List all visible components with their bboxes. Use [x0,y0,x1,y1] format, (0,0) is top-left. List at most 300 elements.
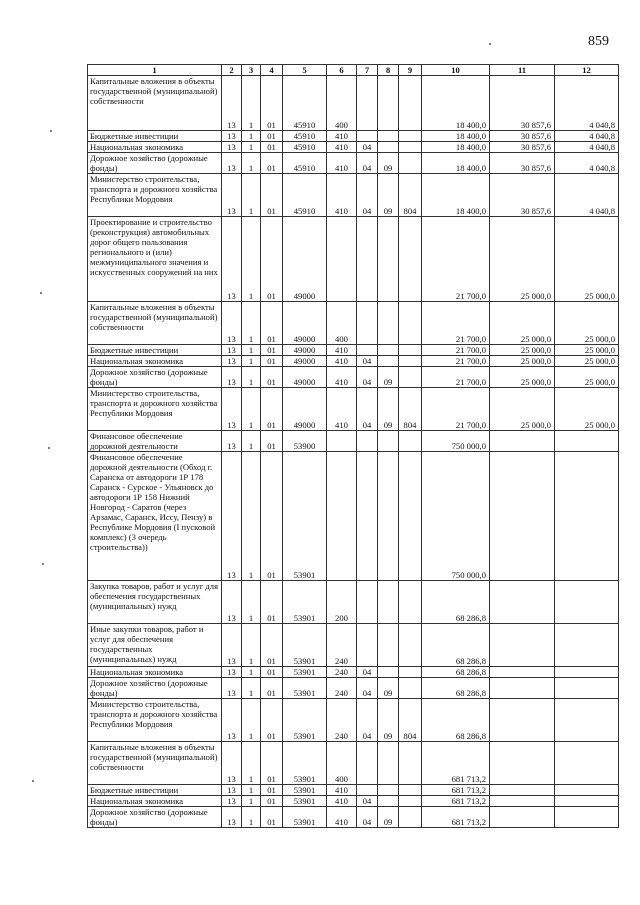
table-cell: 21 700,0 [422,367,490,388]
table-cell: 53901 [283,785,327,796]
table-cell: 13 [222,667,242,678]
table-cell: 1 [242,581,261,624]
table-row [88,76,619,131]
table-cell [399,217,422,302]
table-cell [555,678,619,699]
table-cell: 04 [357,678,378,699]
row-name-cell: Министерство строительства, транспорта и дорожного хозяйства Республики Мордовия [88,699,222,742]
table-cell: 53901 [283,699,327,742]
table-cell: 04 [357,699,378,742]
scan-speck [32,780,34,782]
table-cell: 53901 [283,667,327,678]
table-cell: 13 [222,131,242,142]
table-cell: 18 400,0 [422,76,490,131]
table-cell: 04 [357,174,378,217]
table-cell: 13 [222,785,242,796]
table-cell: 750 000,0 [422,431,490,452]
row-name-cell: Иные закупки товаров, работ и услуг для обеспечения государственных (муниципальных) нужд [88,624,222,667]
table-cell: 45910 [283,153,327,174]
table-row [88,699,619,742]
table-cell: 04 [357,153,378,174]
table-cell: 53901 [283,796,327,807]
table-cell: 4 040,8 [555,76,619,131]
table-row [88,431,619,452]
table-cell [555,452,619,581]
table-cell: 13 [222,345,242,356]
table-cell: 13 [222,356,242,367]
row-name-cell: Дорожное хозяйство (дорожные фонды) [88,807,222,828]
table-cell: 68 286,8 [422,678,490,699]
table-cell [357,624,378,667]
table-cell [555,624,619,667]
table-row [88,345,619,356]
table-row [88,678,619,699]
page-number: 859 [588,34,609,49]
table-cell: 400 [327,742,357,785]
table-cell: 1 [242,388,261,431]
table-cell [399,131,422,142]
row-name-cell: Капитальные вложения в объекты государственной (муниципальной) собственности [88,302,222,345]
table-cell: 49000 [283,217,327,302]
table-cell: 30 857,6 [490,142,555,153]
table-cell: 13 [222,174,242,217]
row-name-cell: Национальная экономика [88,356,222,367]
table-cell [378,785,399,796]
table-cell: 49000 [283,345,327,356]
table-cell: 1 [242,667,261,678]
table-cell [327,431,357,452]
table-cell [490,667,555,678]
table-row [88,452,619,581]
table-cell: 25 000,0 [490,356,555,367]
table-cell [378,581,399,624]
table-cell: 09 [378,807,399,828]
table-cell: 45910 [283,131,327,142]
table-cell [490,581,555,624]
table-cell: 01 [261,624,283,667]
table-cell: 25 000,0 [490,388,555,431]
table-cell [490,699,555,742]
table-cell: 4 040,8 [555,153,619,174]
table-cell: 01 [261,345,283,356]
row-name-cell: Бюджетные инвестиции [88,785,222,796]
budget-table [87,64,619,828]
table-cell: 25 000,0 [555,345,619,356]
column-header: 9 [399,65,422,76]
table-cell: 410 [327,367,357,388]
table-cell [357,302,378,345]
table-cell [555,742,619,785]
table-cell: 04 [357,142,378,153]
table-cell [490,785,555,796]
column-header: 4 [261,65,283,76]
table-cell: 13 [222,153,242,174]
table-cell: 410 [327,345,357,356]
table-cell: 04 [357,356,378,367]
table-cell [399,431,422,452]
table-cell: 01 [261,174,283,217]
table-cell [399,76,422,131]
table-cell: 1 [242,217,261,302]
table-cell: 01 [261,431,283,452]
table-cell: 1 [242,678,261,699]
table-cell: 13 [222,367,242,388]
table-row [88,142,619,153]
table-cell: 1 [242,699,261,742]
table-cell [357,431,378,452]
table-cell [399,678,422,699]
table-cell: 750 000,0 [422,452,490,581]
table-header-row [88,65,619,76]
table-cell [357,131,378,142]
table-cell [399,624,422,667]
table-row [88,796,619,807]
table-cell: 1 [242,785,261,796]
table-cell: 21 700,0 [422,302,490,345]
table-row [88,581,619,624]
column-header: 8 [378,65,399,76]
table-cell: 18 400,0 [422,142,490,153]
table-cell [490,624,555,667]
table-cell [378,302,399,345]
table-cell [378,667,399,678]
table-cell [378,742,399,785]
table-cell: 01 [261,667,283,678]
table-cell: 410 [327,142,357,153]
table-cell: 09 [378,174,399,217]
table-cell [399,742,422,785]
table-cell: 410 [327,153,357,174]
table-cell: 13 [222,624,242,667]
row-name-cell: Министерство строительства, транспорта и дорожного хозяйства Республики Мордовия [88,174,222,217]
table-cell [399,356,422,367]
row-name-cell: Финансовое обеспечение дорожной деятельности (Обход г. Саранска от автодороги 1Р 178 Саранск - Сурское - Ульяновск до автодороги 1Р 158 Нижний Новгород - Саратов (через Арзамас, Саранск, Иссу, Пензу) в Республике Мордовия (I пусковой комплекс) (3 очередь строительства)) [88,452,222,581]
table-cell: 1 [242,142,261,153]
table-cell: 410 [327,388,357,431]
table-cell: 04 [357,388,378,431]
table-cell [399,153,422,174]
table-cell: 01 [261,807,283,828]
table-cell [490,807,555,828]
row-name-cell: Дорожное хозяйство (дорожные фонды) [88,367,222,388]
table-cell: 25 000,0 [555,367,619,388]
table-cell: 09 [378,699,399,742]
table-cell [399,796,422,807]
table-cell: 01 [261,217,283,302]
table-cell: 04 [357,796,378,807]
table-cell: 1 [242,131,261,142]
table-cell: 01 [261,699,283,742]
table-row [88,667,619,678]
table-cell [357,345,378,356]
table-cell: 1 [242,796,261,807]
table-cell: 04 [357,807,378,828]
table-cell: 25 000,0 [490,345,555,356]
table-cell: 04 [357,367,378,388]
table-cell: 1 [242,452,261,581]
table-cell [399,807,422,828]
scan-speck [42,563,44,565]
table-cell: 13 [222,302,242,345]
table-cell: 01 [261,142,283,153]
table-cell: 01 [261,452,283,581]
table-row [88,742,619,785]
table-cell: 01 [261,131,283,142]
table-cell [378,796,399,807]
table-cell: 68 286,8 [422,699,490,742]
table-cell [357,581,378,624]
row-name-cell: Капитальные вложения в объекты государственной (муниципальной) собственности [88,76,222,131]
table-cell [378,217,399,302]
table-cell: 13 [222,217,242,302]
table-cell: 09 [378,367,399,388]
column-header: 5 [283,65,327,76]
table-cell: 681 713,2 [422,742,490,785]
table-row [88,302,619,345]
table-cell: 240 [327,678,357,699]
table-cell: 4 040,8 [555,142,619,153]
table-cell: 410 [327,356,357,367]
row-name-cell: Дорожное хозяйство (дорожные фонды) [88,678,222,699]
table-cell: 49000 [283,388,327,431]
table-cell: 240 [327,667,357,678]
table-cell: 21 700,0 [422,217,490,302]
table-cell [378,624,399,667]
table-row [88,785,619,796]
table-cell: 681 713,2 [422,796,490,807]
table-cell: 13 [222,142,242,153]
table-cell: 01 [261,356,283,367]
table-cell [555,796,619,807]
table-cell [399,785,422,796]
table-cell: 53901 [283,678,327,699]
table-cell [555,581,619,624]
row-name-cell: Бюджетные инвестиции [88,345,222,356]
table-cell: 01 [261,367,283,388]
table-cell [378,356,399,367]
row-name-cell: Национальная экономика [88,667,222,678]
table-row [88,807,619,828]
table-cell: 13 [222,742,242,785]
table-cell [555,785,619,796]
column-header: 3 [242,65,261,76]
table-cell: 1 [242,345,261,356]
table-cell [555,431,619,452]
table-cell: 804 [399,699,422,742]
table-cell: 30 857,6 [490,131,555,142]
table-cell: 30 857,6 [490,153,555,174]
table-cell: 21 700,0 [422,345,490,356]
table-cell: 200 [327,581,357,624]
table-cell: 53900 [283,431,327,452]
table-cell [357,742,378,785]
table-cell: 53901 [283,581,327,624]
table-cell [327,217,357,302]
table-row [88,624,619,667]
table-cell [378,131,399,142]
column-header: 7 [357,65,378,76]
table-cell [399,142,422,153]
table-cell [490,678,555,699]
table-cell: 25 000,0 [555,217,619,302]
table-cell: 45910 [283,76,327,131]
table-cell: 1 [242,431,261,452]
table-cell: 400 [327,76,357,131]
table-cell: 410 [327,785,357,796]
table-cell: 21 700,0 [422,388,490,431]
column-header: 2 [222,65,242,76]
column-header: 1 [88,65,222,76]
table-cell [555,699,619,742]
table-cell: 21 700,0 [422,356,490,367]
table-row [88,217,619,302]
table-cell: 01 [261,153,283,174]
table-row [88,388,619,431]
table-cell: 1 [242,742,261,785]
table-row [88,174,619,217]
table-cell: 1 [242,76,261,131]
table-cell [490,742,555,785]
table-cell: 01 [261,76,283,131]
table-cell [378,142,399,153]
table-cell: 25 000,0 [490,217,555,302]
table-cell: 09 [378,153,399,174]
table-cell: 01 [261,785,283,796]
table-cell [378,345,399,356]
table-cell: 25 000,0 [490,302,555,345]
table-row [88,153,619,174]
column-header: 10 [422,65,490,76]
table-cell: 1 [242,624,261,667]
column-header: 12 [555,65,619,76]
table-cell [555,667,619,678]
table-cell: 01 [261,302,283,345]
table-cell: 804 [399,388,422,431]
table-cell [490,796,555,807]
table-cell: 18 400,0 [422,153,490,174]
table-row [88,131,619,142]
table-row [88,356,619,367]
scan-speck [50,130,52,132]
table-cell: 53901 [283,624,327,667]
table-cell: 68 286,8 [422,581,490,624]
table-body [88,76,619,828]
table-cell [555,807,619,828]
table-cell [378,431,399,452]
table-cell: 68 286,8 [422,624,490,667]
row-name-cell: Финансовое обеспечение дорожной деятельности [88,431,222,452]
table-cell: 30 857,6 [490,174,555,217]
table-cell [357,452,378,581]
table-cell [327,452,357,581]
table-cell: 681 713,2 [422,807,490,828]
table-cell: 240 [327,699,357,742]
column-header: 11 [490,65,555,76]
row-name-cell: Закупка товаров, работ и услуг для обеспечения государственных (муниципальных) нужд [88,581,222,624]
table-cell: 410 [327,807,357,828]
table-cell [399,667,422,678]
table-row [88,367,619,388]
table-cell: 13 [222,452,242,581]
table-cell [357,785,378,796]
table-cell: 13 [222,807,242,828]
table-cell: 45910 [283,174,327,217]
table-cell: 410 [327,174,357,217]
table-cell [378,76,399,131]
table-cell [357,217,378,302]
table-cell: 09 [378,388,399,431]
table-cell: 13 [222,76,242,131]
table-cell: 240 [327,624,357,667]
row-name-cell: Дорожное хозяйство (дорожные фонды) [88,153,222,174]
table-cell [490,452,555,581]
table-cell [399,345,422,356]
table-cell: 49000 [283,356,327,367]
table-cell: 68 286,8 [422,667,490,678]
table-cell: 01 [261,742,283,785]
table-cell [399,367,422,388]
table-cell [490,431,555,452]
table-cell: 53901 [283,742,327,785]
table-cell: 49000 [283,367,327,388]
table-cell: 01 [261,388,283,431]
scan-speck [48,447,50,449]
table-cell: 804 [399,174,422,217]
table-cell: 09 [378,678,399,699]
table-cell: 25 000,0 [555,302,619,345]
table-cell [399,581,422,624]
table-cell: 13 [222,431,242,452]
table-cell [399,452,422,581]
row-name-cell: Национальная экономика [88,142,222,153]
table-cell: 1 [242,153,261,174]
table-cell: 01 [261,678,283,699]
table-cell: 18 400,0 [422,131,490,142]
table-cell [357,76,378,131]
table-cell: 1 [242,807,261,828]
table-cell: 400 [327,302,357,345]
table-cell [378,452,399,581]
table-cell: 18 400,0 [422,174,490,217]
table-cell: 410 [327,796,357,807]
row-name-cell: Проектирование и строительство (реконструкция) автомобильных дорог общего пользования регионального и (или) межмуниципального значения и искусственных сооружений на них [88,217,222,302]
table-cell: 49000 [283,302,327,345]
table-cell: 1 [242,302,261,345]
table-cell: 681 713,2 [422,785,490,796]
table-cell: 25 000,0 [555,356,619,367]
table-cell: 13 [222,581,242,624]
table-cell: 45910 [283,142,327,153]
table-cell: 13 [222,699,242,742]
row-name-cell: Министерство строительства, транспорта и дорожного хозяйства Республики Мордовия [88,388,222,431]
table-cell: 410 [327,131,357,142]
table-cell: 30 857,6 [490,76,555,131]
table-cell: 1 [242,367,261,388]
row-name-cell: Национальная экономика [88,796,222,807]
table-cell [399,302,422,345]
scan-speck [489,43,491,45]
table-cell: 01 [261,581,283,624]
column-header: 6 [327,65,357,76]
table-cell: 53901 [283,452,327,581]
row-name-cell: Бюджетные инвестиции [88,131,222,142]
table-cell: 53901 [283,807,327,828]
row-name-cell: Капитальные вложения в объекты государственной (муниципальной) собственности [88,742,222,785]
table-cell: 01 [261,796,283,807]
table-cell: 04 [357,667,378,678]
scan-speck [40,292,42,294]
table-cell: 4 040,8 [555,174,619,217]
